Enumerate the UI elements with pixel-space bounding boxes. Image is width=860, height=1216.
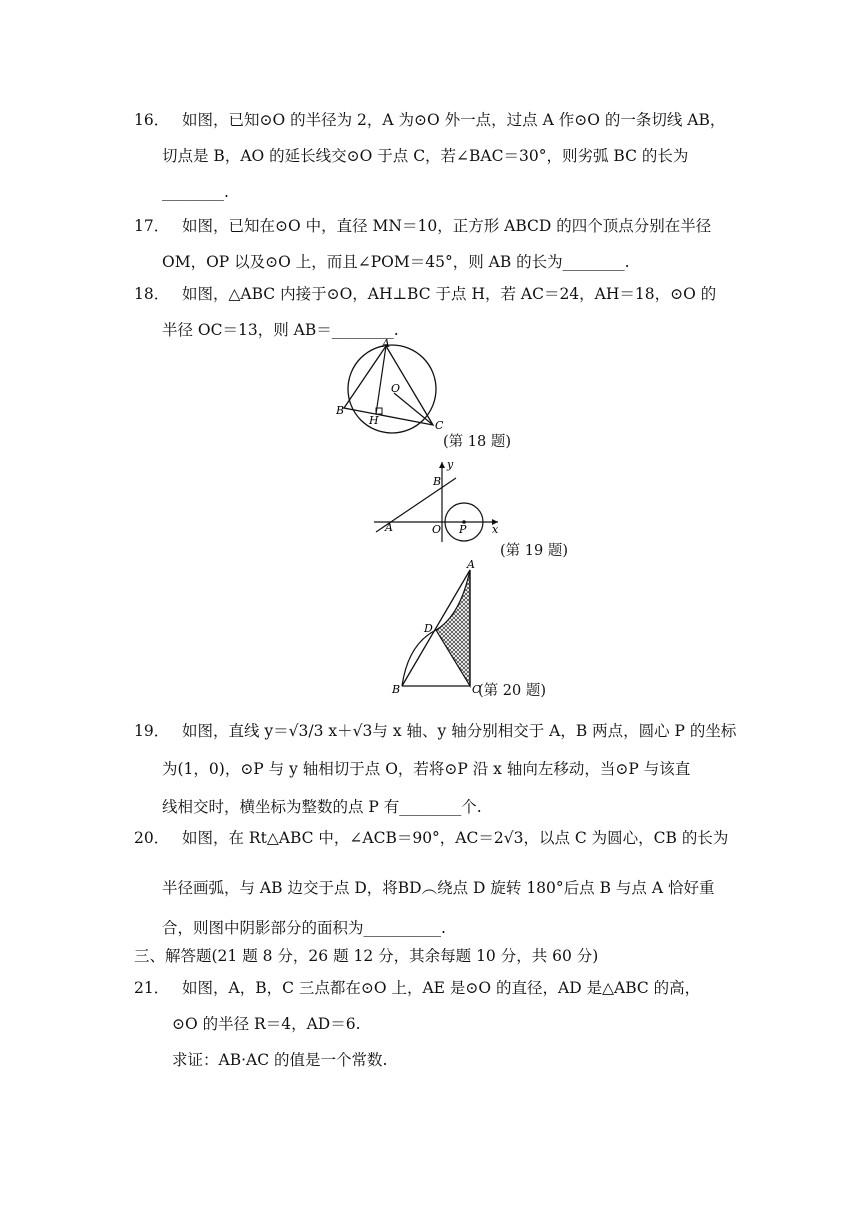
question-line: 如图，A，B，C 三点都在⊙O 上，AE 是⊙O 的直径，AD 是△ABC 的高， xyxy=(182,979,701,997)
question-line: 合，则图中阴影部分的面积为__________. xyxy=(162,919,446,937)
question-line: OM，OP 以及⊙O 上，而且∠POM＝45°，则 AB 的长为________. xyxy=(162,253,630,271)
question-line: 为(1，0)，⊙P 与 y 轴相切于点 O，若将⊙P 沿 x 轴向左移动，当⊙P 与该直 xyxy=(162,760,691,778)
question-number: 21． xyxy=(134,979,170,997)
figure-20-caption: (第 20 题) xyxy=(478,683,546,699)
fig20-label-d: D xyxy=(424,622,433,635)
fig18-label-c: C xyxy=(435,419,444,432)
fig18-label-a: A xyxy=(382,338,390,350)
question-line: 线相交时，横坐标为整数的点 P 有________个. xyxy=(162,798,482,816)
question-line: 半径画弧，与 AB 边交于点 D，将BD︵绕点 D 旋转 180°后点 B 与点 A 恰好重 xyxy=(162,879,715,897)
fig18-label-o: O xyxy=(391,382,401,395)
question-line: 求证：AB·AC 的值是一个常数. xyxy=(172,1051,388,1069)
figure-18-caption: (第 18 题) xyxy=(443,434,511,450)
question-line: 如图，已知⊙O 的半径为 2，A 为⊙O 外一点，过点 A 作⊙O 的一条切线 AB， xyxy=(182,111,726,129)
figure-20-diagram xyxy=(388,560,484,696)
fig19-label-x: x xyxy=(492,523,499,536)
figure-19-diagram xyxy=(370,456,502,544)
section-heading: 三、解答题(21 题 8 分，26 题 12 分，其余每题 10 分，共 60 分) xyxy=(134,947,599,965)
question-line: ________. xyxy=(162,183,229,201)
figure-19-caption: (第 19 题) xyxy=(500,543,568,559)
fig20-label-a: A xyxy=(467,560,475,571)
question-line: ⊙O 的半径 R＝4，AD＝6. xyxy=(172,1015,361,1033)
question-line: 半径 OC＝13，则 AB＝________. xyxy=(162,321,399,339)
question-line: 切点是 B，AO 的延长线交⊙O 于点 C，若∠BAC＝30°，则劣弧 BC 的长为 xyxy=(162,147,689,165)
question-20 xyxy=(134,818,734,948)
figure-18-diagram xyxy=(336,338,456,442)
question-number: 20． xyxy=(134,829,170,847)
question-line: 如图，已知在⊙O 中，直径 MN＝10，正方形 ABCD 的四个顶点分别在半径 xyxy=(182,217,712,235)
fig19-label-p: P xyxy=(459,523,467,536)
question-number: 19． xyxy=(134,722,170,740)
fig18-label-h: H xyxy=(369,414,379,427)
question-line: 如图，直线 y＝√3/3 x＋√3与 x 轴、y 轴分别相交于 A，B 两点，圆心 P 的坐标 xyxy=(182,722,737,740)
fig20-label-b: B xyxy=(392,683,401,696)
question-17 xyxy=(134,208,734,280)
question-16 xyxy=(134,102,734,210)
fig19-label-o: O xyxy=(432,523,442,536)
fig19-label-b: B xyxy=(433,475,442,488)
fig19-label-y: y xyxy=(447,458,454,471)
fig19-label-a: A xyxy=(385,521,393,534)
question-line: 如图，在 Rt△ABC 中，∠ACB＝90°，AC＝2√3，以点 C 为圆心，CB 的长为 xyxy=(182,829,729,847)
fig18-label-b: B xyxy=(336,404,345,417)
question-19 xyxy=(134,712,737,826)
question-number: 18． xyxy=(134,285,170,303)
question-line: 如图，△ABC 内接于⊙O，AH⊥BC 于点 H，若 AC＝24，AH＝18，⊙O 的 xyxy=(182,285,717,303)
question-number: 17． xyxy=(134,217,170,235)
question-number: 16． xyxy=(134,111,170,129)
fig20-label-c: C xyxy=(472,683,481,696)
question-21 xyxy=(134,970,734,1078)
